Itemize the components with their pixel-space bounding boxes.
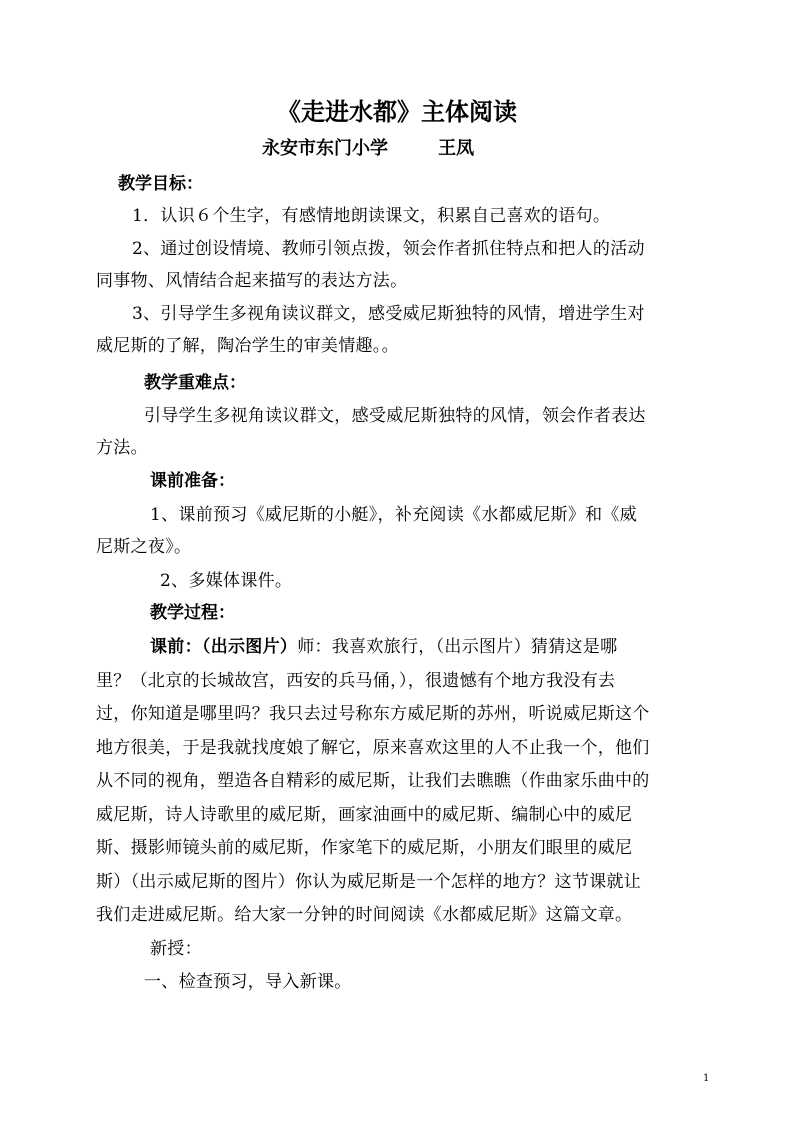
- page-number: 1: [703, 1073, 710, 1084]
- process-line-8: 斯）（出示威尼斯的图片）你认为威尼斯是一个怎样的地方？这节课就让: [96, 872, 642, 892]
- document-title: 《走进水都》主体阅读: [277, 98, 517, 126]
- process-line-7: 斯、摄影师镜头前的威尼斯，作家笔下的威尼斯，小朋友们眼里的威尼: [96, 838, 633, 858]
- process-line-2: 里？（北京的长城故宫，西安的兵马俑，），很遗憾有个地方我没有去: [96, 671, 616, 691]
- key-points-heading: 教学重难点：: [144, 373, 246, 393]
- preparation-item-1-line-2: 尼斯之夜》。: [96, 537, 192, 557]
- step-1: 一、检查预习，导入新课。: [144, 972, 352, 992]
- process-line-9: 我们走进威尼斯。给大家一分钟的时间阅读《水都威尼斯》这篇文章。: [96, 905, 633, 925]
- key-points-line-2: 方法。: [96, 438, 148, 458]
- process-line-3: 过，你知道是哪里吗？我只去过号称东方威尼斯的苏州，听说威尼斯这个: [96, 704, 650, 724]
- goal-item-2-line-2: 同事物、风情结合起来描写的表达方法。: [96, 271, 408, 291]
- goals-heading: 教学目标：: [118, 174, 203, 194]
- process-line-5: 从不同的视角，塑造各自精彩的威尼斯，让我们去瞧瞧（作曲家乐曲中的: [96, 771, 650, 791]
- process-line-1: [150, 635, 617, 659]
- goal-item-3-line-1: 3、引导学生多视角读议群文，感受威尼斯独特的风情，增进学生对: [132, 304, 645, 324]
- process-line-6: 威尼斯，诗人诗歌里的威尼斯，画家油画中的威尼斯、编制心中的威尼: [96, 805, 633, 825]
- pre-class-label: 课前：（出示图片）: [150, 637, 298, 657]
- preparation-heading: 课前准备：: [150, 471, 235, 491]
- process-line-4: 地方很美，于是我就找度娘了解它，原来喜欢这里的人不止我一个，他们: [96, 738, 650, 758]
- goal-item-1: 1．认识６个生字，有感情地朗读课文，积累自己喜欢的语句。: [132, 206, 611, 226]
- new-lesson-label: 新授：: [150, 939, 202, 959]
- goal-item-3-line-2: 威尼斯的了解，陶冶学生的审美情趣。。: [96, 336, 399, 356]
- goal-item-2-line-1: 2、通过创设情境、教师引领点拨，领会作者抓住特点和把人的活动: [132, 239, 645, 259]
- process-heading: 教学过程：: [150, 603, 235, 623]
- pre-class-line-1: 师：我喜欢旅行，（出示图片）猜猜这是哪: [297, 637, 618, 657]
- preparation-item-1-line-1: 1、课前预习《威尼斯的小艇》，补充阅读《水都威尼斯》和《威: [150, 505, 638, 525]
- key-points-line-1: 引导学生多视角读议群文，感受威尼斯独特的风情，领会作者表达: [144, 406, 646, 426]
- preparation-item-2: 2、多媒体课件。: [160, 571, 293, 591]
- author-byline: 永安市东门小学 王凤: [262, 138, 475, 159]
